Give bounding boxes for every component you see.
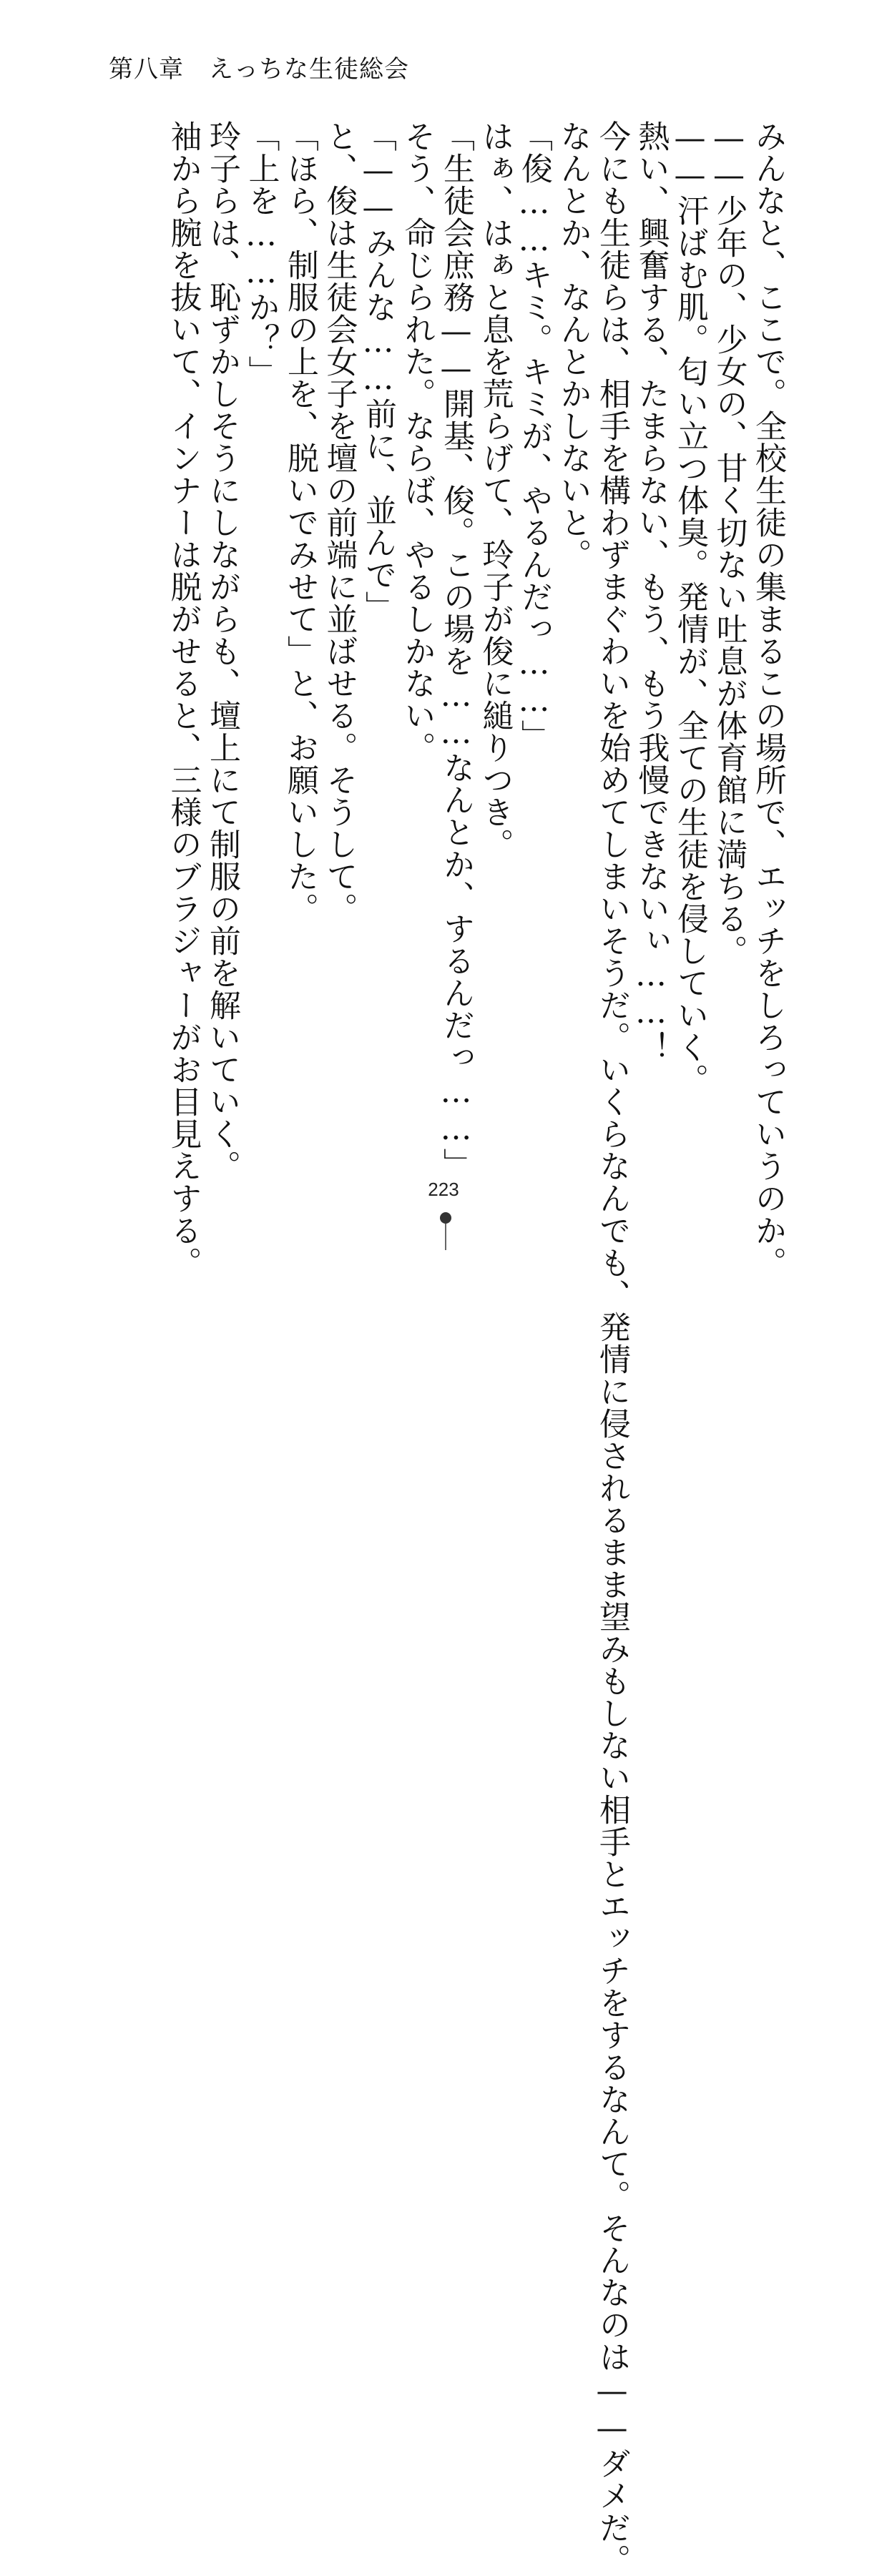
paragraph: と、俊は生徒会女子を壇の前端に並ばせる。そうして。 <box>320 120 358 925</box>
paragraph: 「生徒会庶務——開基、俊。この場を……なんとか、するんだっ……」 <box>438 120 474 1180</box>
paragraph: 熱い、興奮する、たまらない、もう、もう我慢できないぃ……！ <box>632 120 670 1063</box>
paragraph: そう、命じられた。ならば、やるしかない。 <box>398 120 436 764</box>
page-marker-icon <box>435 1211 456 1250</box>
paragraph: はぁ、はぁと息を荒らげて、玲子が俊に縋りつき。 <box>476 120 514 860</box>
paragraph: なんとか、なんとかしないと。 <box>554 120 592 571</box>
paragraph: 袖から腕を抜いて、インナーは脱がせると、三様のブラジャーがお目見えする。 <box>165 120 202 1279</box>
paragraph: 「俊……キミ。キミが、やるんだっ……」 <box>516 120 552 752</box>
paragraph: 「ほら、制服の上を、脱いでみせて」と、お願いした。 <box>282 120 318 925</box>
paragraph: ——汗ばむ肌。匂い立つ体臭。発情が、全ての生徒を侵していく。 <box>672 120 708 1096</box>
paragraph: 玲子らは、恥ずかしそうにしながらも、壇上にて制服の前を解いていく。 <box>204 120 240 1182</box>
paragraph: 「上を……か？」 <box>242 120 280 388</box>
paragraph: みんなと、ここで。全校生徒の集まるこの場所で、エッチをしろっていうのか。 <box>750 120 786 1279</box>
paragraph: 今にも生徒らは、相手を構わずまぐわいを始めてしまいそうだ。いくらなんでも、発情に侵されるまま望みもしない相手とエッチをするなんて。そんなのは——ダメだ。 <box>594 120 630 2576</box>
paragraph: 「——みんな……前に、並んで」 <box>360 120 396 623</box>
page-number: 223 <box>428 1179 459 1200</box>
paragraph: ——少年の、少女の、甘く切ない吐息が体育館に満ちる。 <box>710 120 748 967</box>
chapter-title: 第八章 えっちな生徒総会 <box>109 55 409 84</box>
